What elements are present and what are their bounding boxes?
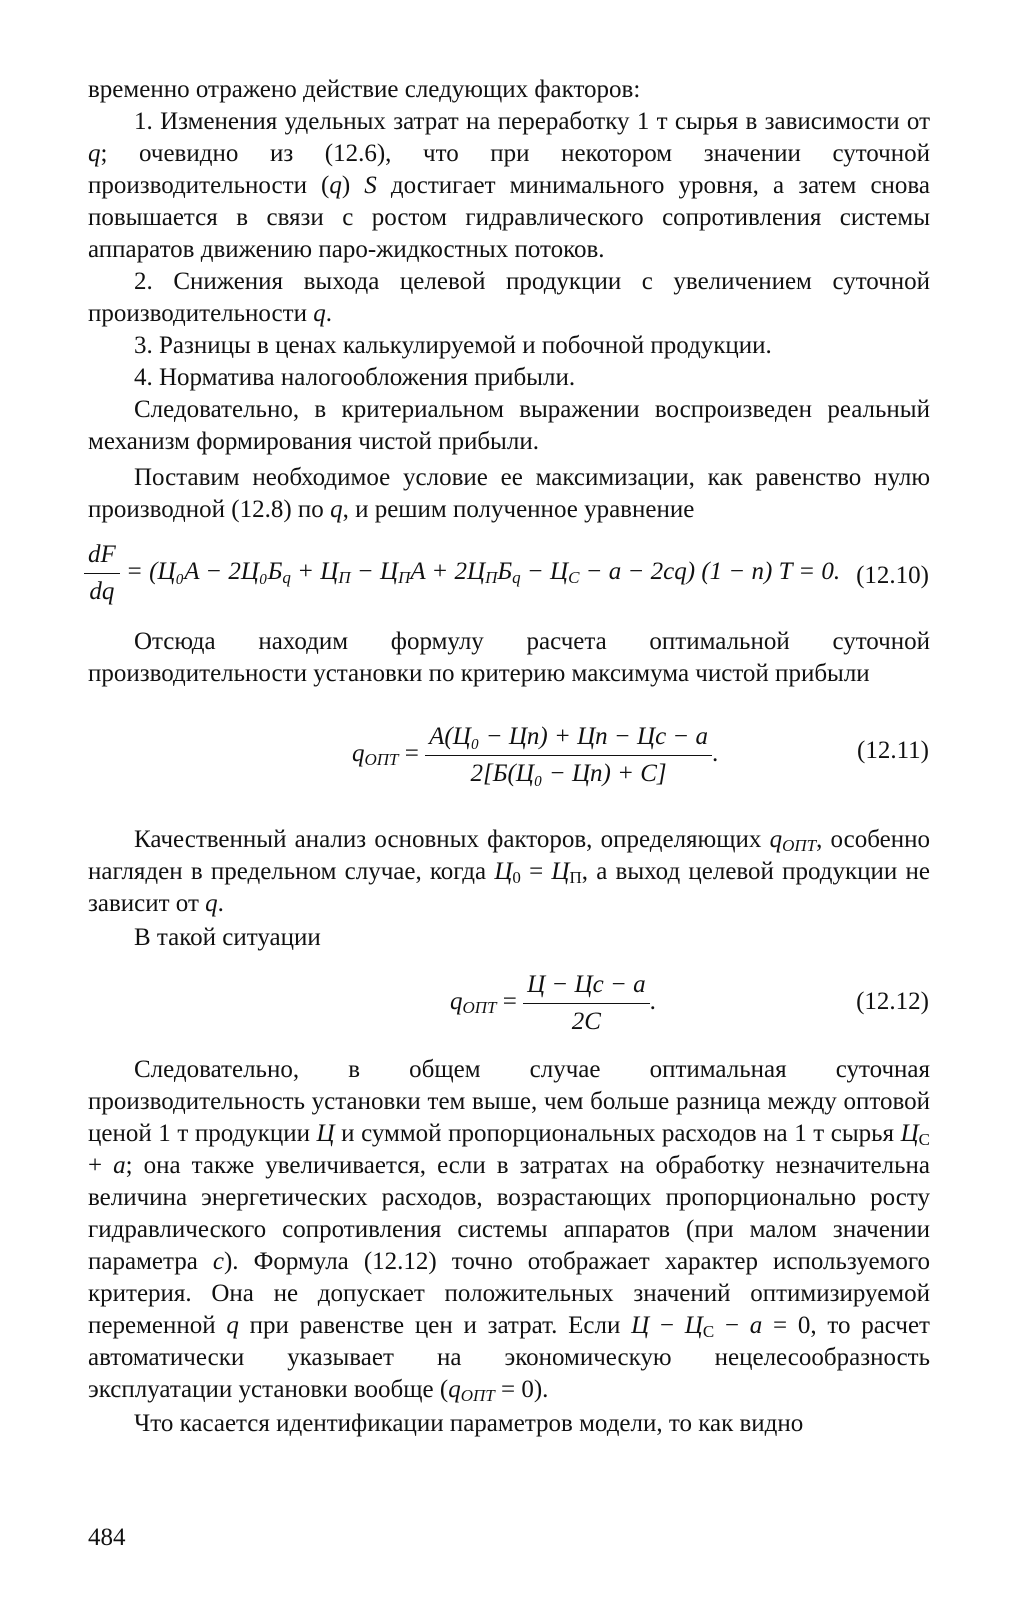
paragraph-situation: В такой ситуации xyxy=(134,924,321,951)
paragraph-find: Отсюда находим формулу расчета оптимальной суточной производительности установки по критерию максимума чистой прибыли xyxy=(88,628,930,687)
derivative-fraction: $\frac{dF}{dq}$ xyxy=(84,540,120,607)
paragraph-general: Следовательно, в общем случае оптимальная суточная производительность установки тем выше, чем больше разница между оптовой ценой 1 т продукции Ц и суммой пропорциональных расходов на 1 т сырья $Ц_С + a$; она также увеличивается, если в затратах на обработку незначительна величина энергетических расходов, возрастающих пропорционально росту гидравлического сопротивления системы аппаратов (при малом значении параметра c). Формула (12.12) точно отображает характер используемого критерия. Она не допускает положительных значений оптимизируемой переменной q при равенстве цен и затрат. Если $Ц - Ц_С - a = 0$, то расчет автоматически указывает на экономическую нецелесообразность эксплуатации установки вообще $(q_{ОПТ} = 0)$. xyxy=(88,1056,930,1405)
equation-12-10-body: = $(Ц_0A - 2Ц_0Б_q + Ц_П - Ц_ПA + 2Ц_ПБ_q - Ц_C - a - 2cq)$ (1 − n) T = 0. xyxy=(126,558,841,588)
text-block-general xyxy=(88,1054,930,1440)
paragraph-analysis: Качественный анализ основных факторов, определяющих $q_{ОПТ}$, особенно нагляден в предельном случае, когда $Ц_0 = Ц_П$, а выход целевой продукции не зависит от q. xyxy=(88,826,930,917)
paragraph-conclusion: Следовательно, в критериальном выражении воспроизведен реальный механизм формирования чистой прибыли. xyxy=(88,396,930,455)
equation-number-12-12: (12.12) xyxy=(856,988,929,1015)
equation-12-12-fraction: $\frac{Ц - Цс - a}{2C}$ xyxy=(523,970,649,1037)
list-item-4: 4. Норматива налогообложения прибыли. xyxy=(134,364,576,391)
equation-12-11: $q_{ОПТ}$ = $\frac{\text{A(Ц₀ − Цп) + Цп − Цс − a}}{\text{2[Б(Ц₀ − Цп) + C]}}$ . xyxy=(352,723,719,787)
page-number: 484 xyxy=(88,1524,126,1551)
equation-12-11-fraction: $\frac{\text{A(Ц₀ − Цп) + Цп − Цс − a}}{\text{2[Б(Ц₀ − Цп) + C]}}$ xyxy=(425,722,712,789)
list-item-2: 2. Снижения выхода целевой продукции с увеличением суточной производительности q. xyxy=(88,268,930,327)
paragraph-last: Что касается идентификации параметров модели, то как видно xyxy=(134,1410,804,1437)
text-block-top xyxy=(88,74,930,526)
equation-number-12-10: (12.10) xyxy=(856,562,929,589)
equation-12-12: $q_{ОПТ}$ = $\frac{Ц - Цс - a}{2C}$ . xyxy=(450,971,656,1035)
equation-12-10 xyxy=(84,540,840,607)
text-block-analysis xyxy=(88,824,930,954)
paragraph-condition: Поставим необходимое условие ее максимизации, как равенство нулю производной (12.8) по q, и решим полученное уравнение xyxy=(88,464,930,523)
equation-12-11-lhs: $q_{ОПТ}$ xyxy=(352,740,399,770)
text-block-find xyxy=(88,626,930,690)
list-item-3: 3. Разницы в ценах калькулируемой и побочной продукции. xyxy=(134,332,772,359)
paragraph-intro: временно отражено действие следующих факторов: xyxy=(88,76,641,103)
equation-12-12-lhs: $q_{ОПТ}$ xyxy=(450,988,497,1018)
equation-number-12-11: (12.11) xyxy=(857,737,929,764)
list-item-1: 1. Изменения удельных затрат на переработку 1 т сырья в зависимости от q; очевидно из (12.6), что при некотором значении суточной производительности (q) S достигает минимального уровня, а затем снова повышается в связи с ростом гидравлического сопротивления системы аппаратов движению паро-жидкостных потоков. xyxy=(88,108,931,263)
